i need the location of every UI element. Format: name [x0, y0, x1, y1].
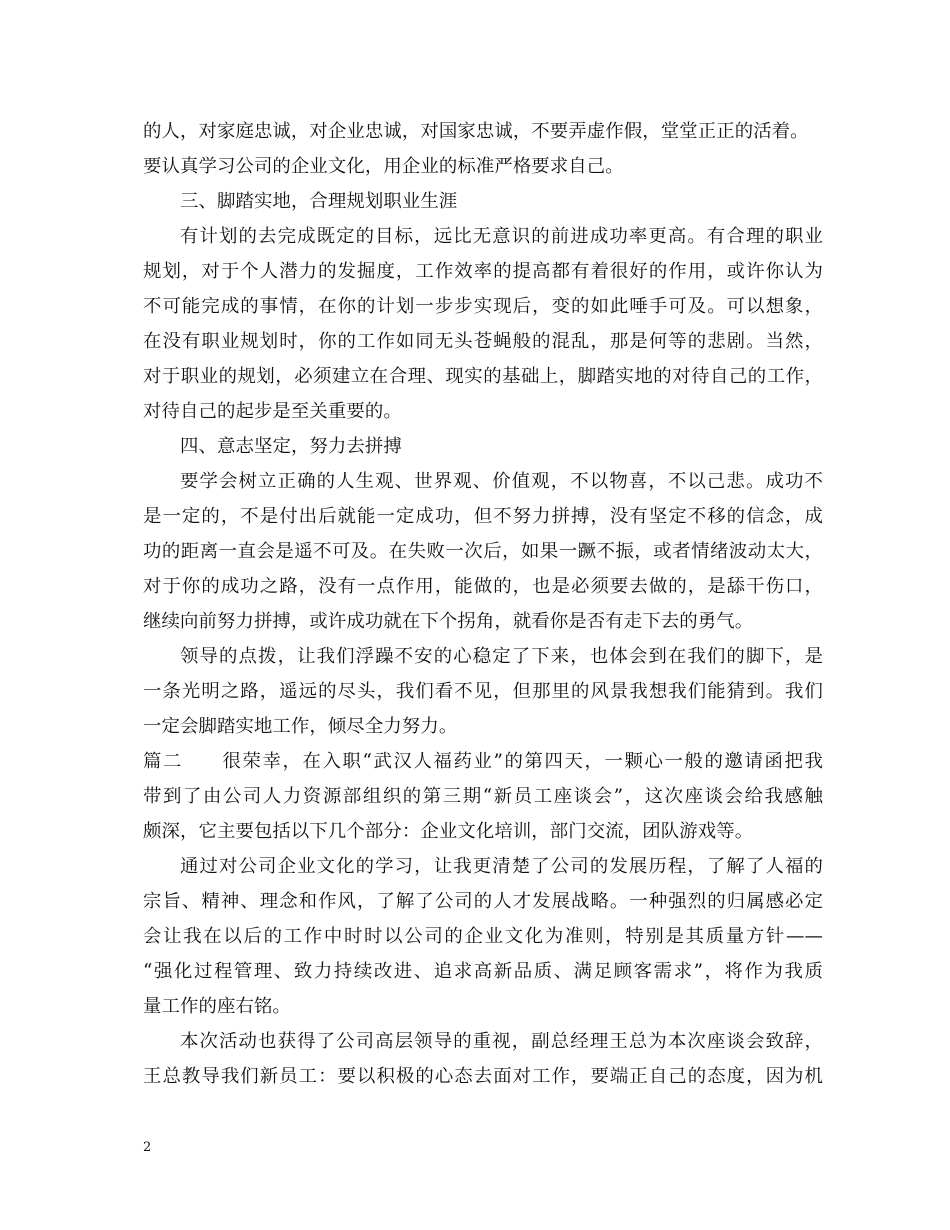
text-line: 很荣幸，在入职“武汉人福药业”的第四天，一颗心一般的邀请函把我 [221, 751, 823, 772]
section-heading: 三、脚踏实地，合理规划职业生涯 [180, 191, 458, 212]
text-line: 功的距离一直会是遥不可及。在失败一次后，如果一蹶不振，或者情绪波动太大， [143, 541, 823, 562]
text-line: 通过对公司企业文化的学习，让我更清楚了公司的发展历程，了解了人福的 [180, 856, 823, 877]
text-line: 本次活动也获得了公司高层领导的重视，副总经理王总为本次座谈会致辞， [180, 1031, 823, 1052]
text-line: 会让我在以后的工作中时时以公司的企业文化为准则，特别是其质量方针—— [143, 926, 823, 947]
text-line: 有计划的去完成既定的目标，远比无意识的前进成功率更高。有合理的职业 [180, 226, 823, 247]
text-line-with-label [143, 746, 823, 778]
text-line: 的人，对家庭忠诚，对企业忠诚，对国家忠诚，不要弄虚作假，堂堂正正的活着。 [143, 121, 809, 142]
page-number: 2 [143, 1140, 152, 1155]
text-line: 规划，对于个人潜力的发掘度，工作效率的提高都有着很好的作用，或许你认为 [143, 261, 823, 282]
section-label: 篇二 [143, 751, 183, 772]
text-line: 量工作的座右铭。 [143, 996, 291, 1017]
text-line: 对待自己的起步是至关重要的。 [143, 401, 402, 422]
text-line: 在没有职业规划时，你的工作如同无头苍蝇般的混乱，那是何等的悲剧。当然， [143, 331, 823, 352]
text-line: 带到了由公司人力资源部组织的第三期“新员工座谈会”，这次座谈会给我感触 [143, 786, 823, 807]
text-line: 王总教导我们新员工：要以积极的心态去面对工作，要端正自己的态度，因为机 [143, 1066, 823, 1087]
text-line: 继续向前努力拼搏，或许成功就在下个拐角，就看你是否有走下去的勇气。 [143, 611, 754, 632]
text-line: 对于职业的规划，必须建立在合理、现实的基础上，脚踏实地的对待自己的工作， [143, 366, 823, 387]
text-line: 领导的点拨，让我们浮躁不安的心稳定了下来，也体会到在我们的脚下，是 [180, 646, 823, 667]
text-line: “强化过程管理、致力持续改进、追求高新品质、满足顾客需求”，将作为我质 [143, 961, 823, 982]
text-line: 不可能完成的事情，在你的计划一步步实现后，变的如此唾手可及。可以想象， [143, 296, 823, 317]
text-line: 宗旨、精神、理念和作风，了解了公司的人才发展战略。一种强烈的归属感必定 [143, 891, 823, 912]
text-line: 颇深，它主要包括以下几个部分：企业文化培训，部门交流，团队游戏等。 [143, 821, 754, 842]
section-heading: 四、意志坚定，努力去拼搏 [180, 436, 402, 457]
text-line: 对于你的成功之路，没有一点作用，能做的，也是必须要去做的，是舔干伤口， [143, 576, 823, 597]
text-line: 一定会脚踏实地工作，倾尽全力努力。 [143, 716, 458, 737]
text-line: 要学会树立正确的人生观、世界观、价值观，不以物喜，不以己悲。成功不 [180, 471, 823, 492]
text-line: 要认真学习公司的企业文化，用企业的标准严格要求自己。 [143, 156, 624, 177]
text-line: 一条光明之路，遥远的尽头，我们看不见，但那里的风景我想我们能猜到。我们 [143, 681, 823, 702]
text-line: 是一定的，不是付出后就能一定成功，但不努力拼搏，没有坚定不移的信念，成 [143, 506, 823, 527]
